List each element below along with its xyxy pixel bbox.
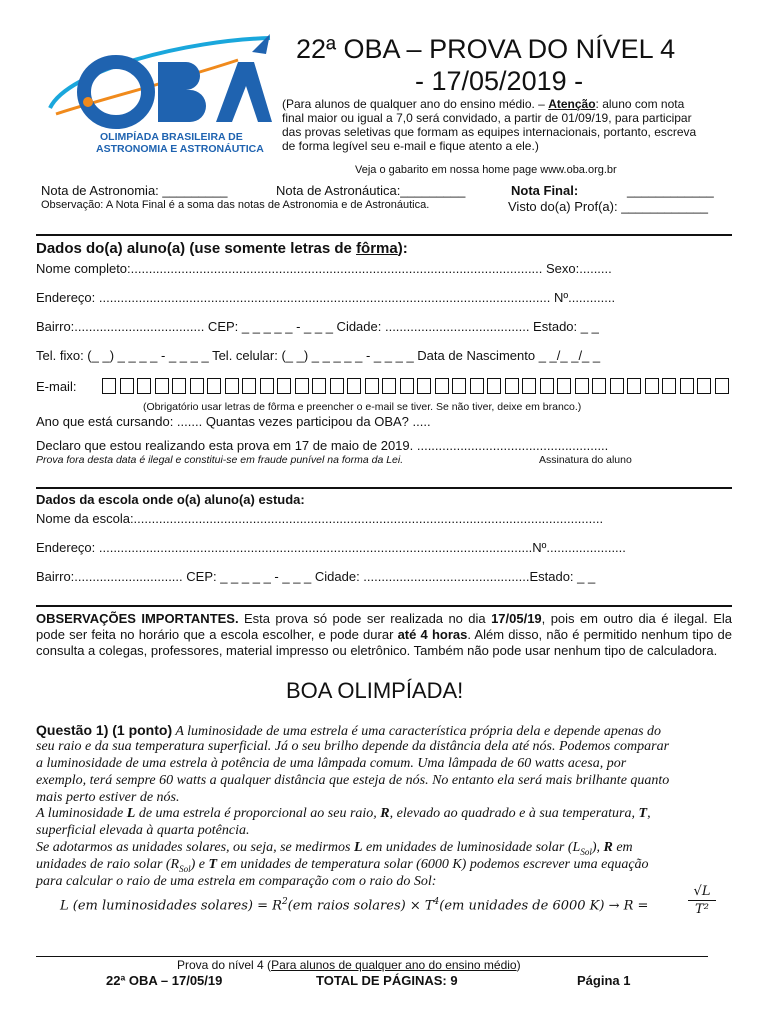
school-bairro-field[interactable]: Bairro:.............................. CEP: _ _ _ _ _ - _ _ _ Cidade: ..............................................Estado: _ _ <box>36 569 596 584</box>
divider-observacoes <box>36 605 732 607</box>
question1-line5: mais perto estiver de nós. <box>36 790 180 805</box>
question1-label: Questão 1) (1 ponto) <box>36 722 173 738</box>
declaro-line[interactable]: Declaro que estou realizando esta prova em 17 de maio de 2019. ..................................................... <box>36 438 609 453</box>
header-note-line3: das provas seletivas que formam as equipes internacionais, portanto, escreva <box>282 125 697 139</box>
email-char-box[interactable] <box>592 378 606 394</box>
oba-logo-graphic <box>38 30 274 130</box>
email-char-box[interactable] <box>610 378 624 394</box>
email-char-box[interactable] <box>155 378 169 394</box>
student-section-heading: Dados do(a) aluno(a) (use somente letras de fôrma): <box>36 240 408 257</box>
email-note: (Obrigatório usar letras de fôrma e preencher o e-mail se tiver. Se não tiver, deixe em branco.) <box>143 401 582 413</box>
email-char-box[interactable] <box>680 378 694 394</box>
footer-left: 22ª OBA – 17/05/19 <box>106 973 223 988</box>
student-tel-field[interactable]: Tel. fixo: (_ _) _ _ _ _ - _ _ _ _ Tel. celular: (_ _) _ _ _ _ _ - _ _ _ _ Data de Nascimento _ _/_ _/_ _ <box>36 348 601 363</box>
email-char-box[interactable] <box>522 378 536 394</box>
email-char-box[interactable] <box>697 378 711 394</box>
equation-numerator: √L <box>688 884 716 901</box>
equation: L (em luminosidades solares) = $R^2(em$ raios solares) × $T^4(em$ unidades de 6000 K) → R = <box>60 897 649 914</box>
logo-subtitle-line1: OLIMPÍADA BRASILEIRA DE <box>100 131 243 143</box>
email-char-box[interactable] <box>172 378 186 394</box>
email-input-grid[interactable] <box>102 378 732 394</box>
email-char-box[interactable] <box>382 378 396 394</box>
header-note-line4: de forma legível seu e-mail e fique atento a ele.) <box>282 139 539 153</box>
page-title-line2: - 17/05/2019 - <box>415 66 584 96</box>
page-title-line1: 22ª OBA – PROVA DO NÍVEL 4 <box>296 34 676 64</box>
nota-astronomia: Nota de Astronomia: _________ <box>41 183 228 198</box>
header-note-line2: final maior ou igual a 7,0 será convidado, a partir de 01/09/19, para participar <box>282 111 692 125</box>
email-char-box[interactable] <box>295 378 309 394</box>
email-char-box[interactable] <box>715 378 729 394</box>
gabarito-note: Veja o gabarito em nossa home page www.oba.org.br <box>355 164 617 176</box>
question1-line1: Questão 1) (1 ponto) A luminosidade de uma estrela é uma característica própria dela e depende apenas do <box>36 722 662 739</box>
email-char-box[interactable] <box>330 378 344 394</box>
equation-fraction <box>688 884 716 917</box>
email-char-box[interactable] <box>662 378 676 394</box>
nota-astronautica: Nota de Astronáutica:_________ <box>276 183 466 198</box>
divider-school <box>36 487 732 489</box>
email-char-box[interactable] <box>120 378 134 394</box>
email-char-box[interactable] <box>400 378 414 394</box>
question1-p2-line2: superficial elevada à quarta potência. <box>36 823 250 838</box>
email-char-box[interactable] <box>540 378 554 394</box>
school-section-heading: Dados da escola onde o(a) aluno(a) estuda: <box>36 492 305 507</box>
email-char-box[interactable] <box>225 378 239 394</box>
email-char-box[interactable] <box>452 378 466 394</box>
oba-logo <box>38 30 274 160</box>
question1-p3-line3: para calcular o raio de uma estrela em comparação com o raio do Sol: <box>36 874 437 889</box>
footer-total-paginas: TOTAL DE PÁGINAS: 9 <box>316 973 458 988</box>
student-bairro-field[interactable]: Bairro:.................................... CEP: _ _ _ _ _ - _ _ _ Cidade: ........................................ Estado: _ _ <box>36 319 599 334</box>
divider-top <box>36 234 732 236</box>
question1-line2: seu raio e da sua temperatura superficial. Já o seu brilho depende da distância dela até nós. Podemos comparar <box>36 739 670 754</box>
nota-final-blank: ____________ <box>627 183 714 198</box>
footer-divider <box>36 956 708 957</box>
question1-p3-line1: Se adotarmos as unidades solares, ou seja, se medirmos L em unidades de luminosidade solar $(L_{Sol})$, R em <box>36 840 633 857</box>
email-char-box[interactable] <box>470 378 484 394</box>
email-char-box[interactable] <box>627 378 641 394</box>
school-endereco-field[interactable]: Endereço: ........................................................................................................................Nº...................... <box>36 540 626 555</box>
student-nome-field[interactable]: Nome completo:.................................................................................................................. Sexo:......... <box>36 261 612 276</box>
visto-professor: Visto do(a) Prof(a): ____________ <box>508 199 708 214</box>
email-char-box[interactable] <box>575 378 589 394</box>
student-endereco-field[interactable]: Endereço: ............................................................................................................................. Nº............. <box>36 290 616 305</box>
email-char-box[interactable] <box>102 378 116 394</box>
fraude-note: Prova fora desta data é ilegal e constitui-se em fraude punível na forma da Lei. <box>36 454 404 466</box>
equation-denominator: T² <box>695 902 709 917</box>
question1-line4: exemplo, terá sempre 60 watts a qualquer distância que esteja de nós. No entanto ela será mais brilhante quanto <box>36 773 670 788</box>
email-char-box[interactable] <box>207 378 221 394</box>
email-char-box[interactable] <box>487 378 501 394</box>
email-char-box[interactable] <box>347 378 361 394</box>
question1-line3: a luminosidade de uma estrela à potência de uma lâmpada comum. Uma lâmpada de 60 watts acesa, por <box>36 756 627 771</box>
footer-page-number: Página 1 <box>577 973 631 988</box>
email-char-box[interactable] <box>137 378 151 394</box>
email-char-box[interactable] <box>242 378 256 394</box>
question1-p2-line1: A luminosidade L de uma estrela é proporcional ao seu raio, R, elevado ao quadrado e à sua temperatura, T, <box>36 806 651 821</box>
email-char-box[interactable] <box>312 378 326 394</box>
email-char-box[interactable] <box>645 378 659 394</box>
nota-final-label: Nota Final: <box>511 183 579 198</box>
email-char-box[interactable] <box>557 378 571 394</box>
email-char-box[interactable] <box>260 378 274 394</box>
question1-p3-line2: unidades de raio solar $(R_{Sol})$ e T em unidades de temperatura solar (6000 K) podemos escrever uma equação <box>36 857 649 874</box>
email-char-box[interactable] <box>417 378 431 394</box>
footer-nivel: Prova do nível 4 (Para alunos de qualquer ano do ensino médio) <box>177 958 521 972</box>
email-char-box[interactable] <box>505 378 519 394</box>
header-note-line1: (Para alunos de qualquer ano do ensino médio. – Atenção: aluno com nota <box>282 97 685 111</box>
logo-subtitle-line2: ASTRONOMIA E ASTRONÁUTICA <box>96 143 264 155</box>
email-label: E-mail: <box>36 379 77 394</box>
school-nome-field[interactable]: Nome da escola:.................................................................................................................................. <box>36 511 604 526</box>
student-ano-field[interactable]: Ano que está cursando: ....... Quantas vezes participou da OBA? ..... <box>36 414 431 429</box>
observacoes-paragraph: OBSERVAÇÕES IMPORTANTES. Esta prova só pode ser realizada no dia 17/05/19, pois em outro dia é ilegal. Ela pode ser feita no horário que a escola escolher, e pode durar até 4 horas. Além disso, não é permitido nenhum tipo de consulta a colegas, professores, material impresso ou eletrônico. Também não pode usar nenhum tipo de calculadora. <box>36 611 732 658</box>
boa-olimpiada: BOA OLIMPÍADA! <box>286 678 464 703</box>
assinatura-label: Assinatura do aluno <box>539 454 632 466</box>
atencao-label: Atenção <box>548 97 596 111</box>
email-char-box[interactable] <box>365 378 379 394</box>
email-char-box[interactable] <box>277 378 291 394</box>
email-char-box[interactable] <box>435 378 449 394</box>
observacao-nota-final: Observação: A Nota Final é a soma das notas de Astronomia e de Astronáutica. <box>41 199 430 211</box>
email-char-box[interactable] <box>190 378 204 394</box>
